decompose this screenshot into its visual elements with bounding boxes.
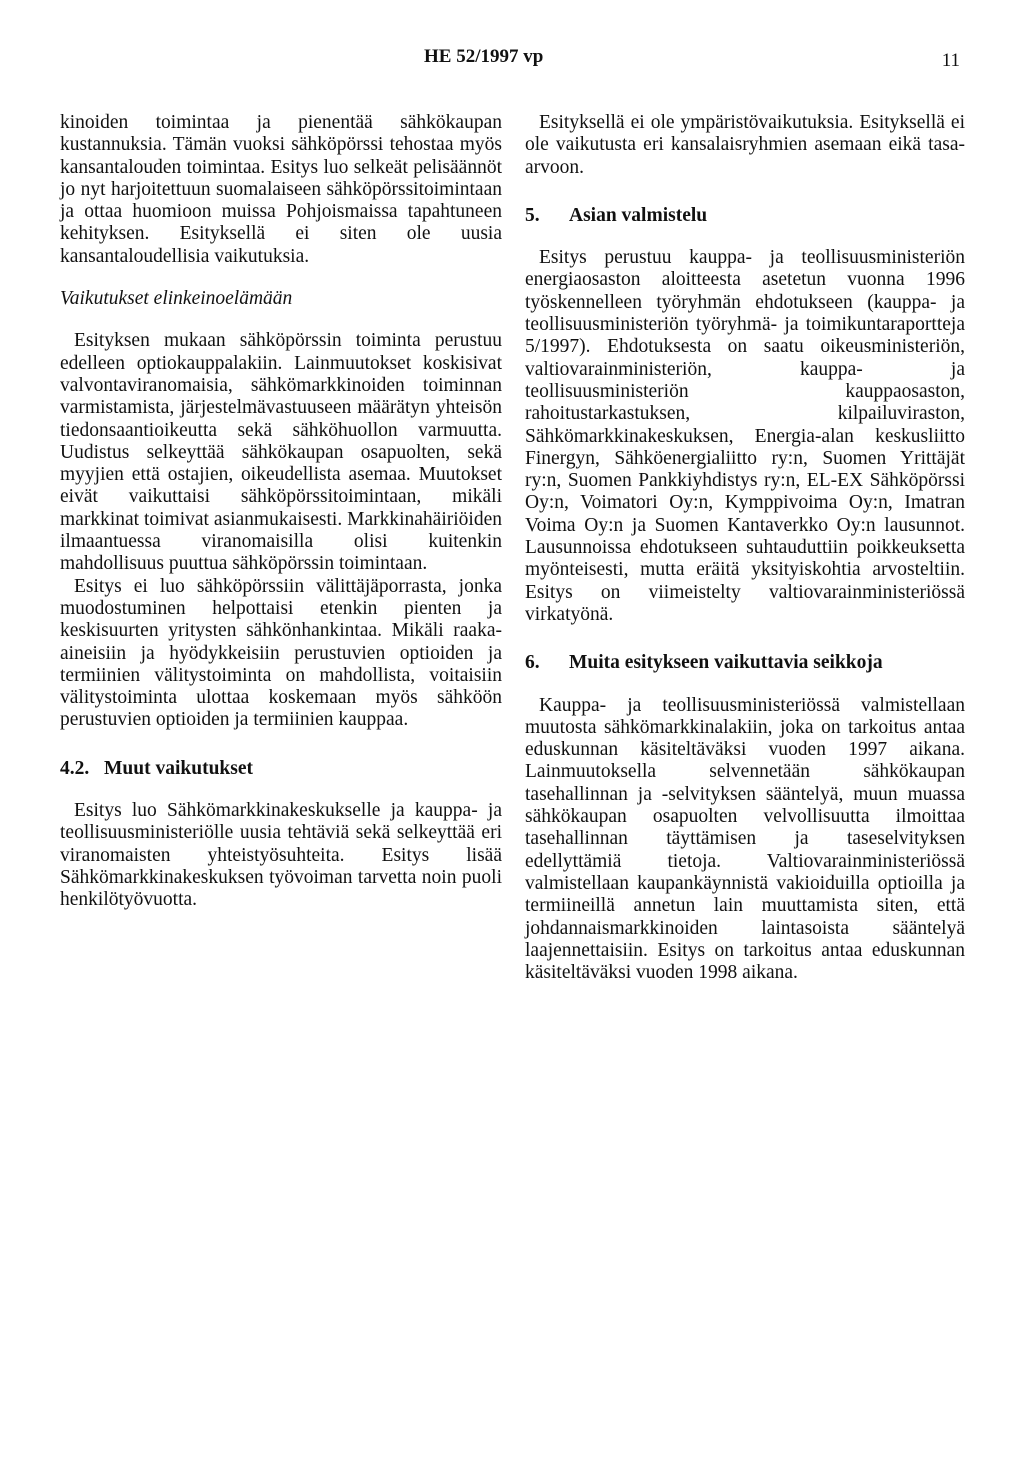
- paragraph: Esitys luo Sähkömarkkinakeskukselle ja kauppa- ja teollisuusministeriölle uusia tehtäviä sekä selkeyttää eri viranomaisten yhteistyösuhteita. Esitys lisää Sähkömarkkinakeskuksen työvoiman tarvetta noin puoli henkilötyövuotta.: [60, 800, 502, 911]
- paragraph: kinoiden toimintaa ja pienentää sähkökaupan kustannuksia. Tämän vuoksi sähköpörssi tehostaa myös kansantalouden toimintaa. Esitys luo selkeät pelisäännöt jo nyt harjoitettuun suomalaiseen sähköpörssitoimintaan ja ottaa huomioon muissa Pohjoismaissa tapahtuneen kehityksen. Esityksellä ei siten ole uusia kansantaloudellisia vaikutuksia.: [60, 112, 502, 267]
- left-column: [60, 112, 502, 912]
- document-id: HE 52/1997 vp: [424, 46, 544, 67]
- paragraph: Esitys ei luo sähköpörssiin välittäjäporrasta, jonka muodostuminen helpottaisi etenkin pienten ja keskisuurten yritysten sähkönhankintaa. Mikäli raaka-aineisiin ja hyödykkeisiin perustuvien optioiden ja termiinien välitystoiminta on mahdollista, voitaisiin välitystoiminta ulottaa koskemaan myös sähköön perustuvien optioiden ja termiinien kauppaa.: [60, 575, 502, 731]
- section-number: 5.: [525, 204, 540, 226]
- page-header: [0, 46, 1024, 76]
- section-heading-6: [525, 652, 965, 674]
- section-title: Muut vaikutukset: [104, 757, 253, 779]
- subheading-business-impacts: Vaikutukset elinkeinoelämään: [60, 288, 293, 310]
- section-title: Muita esitykseen vaikuttavia seikkoja: [569, 652, 883, 674]
- paragraph: Kauppa- ja teollisuusministeriössä valmistellaan muutosta sähkömarkkinalakiin, joka on tarkoitus antaa eduskunnan käsiteltäväksi vuoden 1997 aikana. Lainmuutoksella selvennetään sähkökaupan tasehallinnan ja -selvityksen sääntelyä, muun muassa sähkökaupan osapuolten velvollisuutta ilmoittaa tasehallinnan täyttämisen ja taseselvityksen edellyttämiä tietoja. Valtiovarainministeriössä valmistellaan kaupankäynnistä vakioiduilla optioilla ja termiineillä annetun lain muuttamista siten, että johdannaismarkkinoiden laintasoista sääntelyä laajennettaisiin. Esitys on tarkoitus antaa eduskunnan käsiteltäväksi vuoden 1998 aikana.: [525, 694, 965, 984]
- right-column: [525, 112, 965, 984]
- section-heading-4-2: [60, 758, 502, 780]
- section-number: 4.2.: [60, 757, 90, 779]
- section-number: 6.: [525, 652, 540, 674]
- paragraph: Esityksen mukaan sähköpörssin toiminta perustuu edelleen optiokauppalakiin. Lainmuutokset koskisivat valvontaviranomaisia, sähkömarkkinoiden toiminnan varmistamista, järjestelmävastuuseen määrätyn yhteisön tiedonsaantioikeutta sekä sähköhuollon varmuutta. Uudistus selkeyttää sähkökaupan osapuolten, sekä myyjien että ostajien, oikeudellista asemaa. Muutokset eivät vaikuttaisi sähköpörssitoimintaan, mikäli markkinat toimivat asianmukaisesti. Markkinahäiriöiden ilmaantuessa viranomaisilla olisi kuitenkin mahdollisuus puuttua sähköpörssin toimintaan.: [60, 330, 502, 575]
- paragraph: Esitys perustuu kauppa- ja teollisuusministeriön energiaosaston aloitteesta asetetun vuonna 1996 työskennelleen työryhmän ehdotukseen (kauppa- ja teollisuusministeriön työryhmä- ja toimikuntaraportteja 5/1997). Ehdotuksesta on saatu oikeusministeriön, valtiovarainministeriön, kauppa- ja teollisuusministeriön kauppaosaston, rahoitustarkastuksen, kilpailuviraston, Sähkömarkkinakeskuksen, Energia-alan keskusliitto Finergyn, Sähköenergialiitto ry:n, Suomen Yrittäjät ry:n, Suomen Pankkiyhdistys ry:n, EL-EX Sähköpörssi Oy:n, Voimatori Oy:n, Kymppivoima Oy:n, Imatran Voima Oy:n ja Suomen Kantaverkko Oy:n lausunnot. Lausunnoissa ehdotukseen suhtauduttiin poikkeuksetta myönteisesti, mutta eräitä yksityiskohtia arvosteltiin. Esitys on viimeistelty valtiovarainministeriössä virkatyönä.: [525, 247, 965, 625]
- page-number: 11: [941, 50, 960, 71]
- section-title: Asian valmistelu: [569, 204, 708, 226]
- paragraph: Esityksellä ei ole ympäristövaikutuksia. Esityksellä ei ole vaikutusta eri kansalaisryhmien asemaan eikä tasa-arvoon.: [525, 112, 965, 178]
- section-heading-5: [525, 205, 965, 227]
